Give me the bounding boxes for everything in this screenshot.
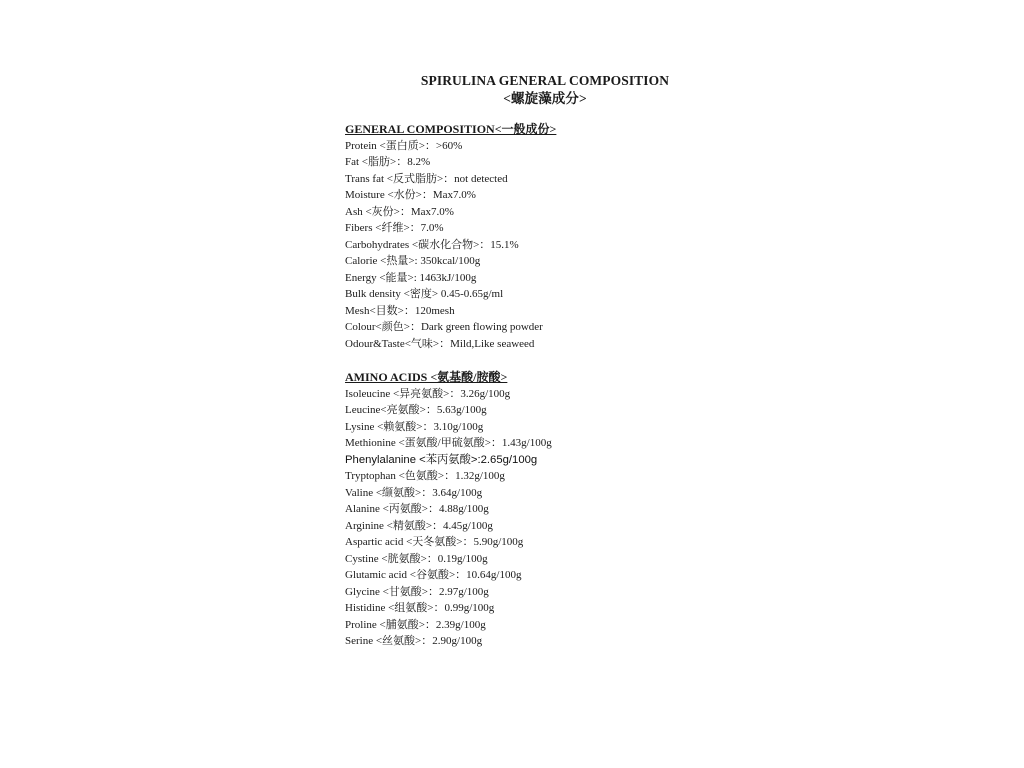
list-item: Alanine <丙氨酸>：4.88g/100g bbox=[345, 503, 489, 515]
list-item: Cystine <胱氨酸>：0.19g/100g bbox=[345, 552, 488, 565]
section-heading: GENERAL COMPOSITION<一般成份> bbox=[345, 122, 557, 136]
list-item: Fibers <纤维>：7.0% bbox=[345, 222, 444, 234]
list-item: Proline <脯氨酸>：2.39g/100g bbox=[345, 618, 486, 631]
list-item: Odour&Taste<气味>：Mild,Like seaweed bbox=[345, 337, 535, 350]
title-block bbox=[345, 72, 745, 108]
list-item: Valine <缬氨酸>：3.64g/100g bbox=[345, 486, 483, 499]
list-item: Histidine <组氨酸>：0.99g/100g bbox=[345, 602, 495, 614]
list-item: Leucine<亮氨酸>：5.63g/100g bbox=[345, 404, 487, 416]
list-item: Protein <蛋白质>：>60% bbox=[345, 139, 463, 152]
list-item: Methionine <蛋氨酸/甲硫氨酸>：1.43g/100g bbox=[345, 437, 552, 449]
list-item: Carbohydrates <碳水化合物>：15.1% bbox=[345, 238, 519, 251]
list-item: Ash <灰份>：Max7.0% bbox=[345, 205, 454, 218]
list-item: Calorie <热量>: 350kcal/100g bbox=[345, 255, 481, 267]
section-heading: AMINO ACIDS <氨基酸/胺酸> bbox=[345, 370, 508, 384]
document-subtitle: <螺旋藻成分> bbox=[503, 91, 587, 106]
list-item: Glutamic acid <谷氨酸>：10.64g/100g bbox=[345, 569, 522, 581]
list-item: Colour<颜色>：Dark green flowing powder bbox=[345, 321, 543, 333]
list-item: Glycine <甘氨酸>：2.97g/100g bbox=[345, 585, 489, 598]
list-item: Energy <能量>: 1463kJ/100g bbox=[345, 271, 477, 284]
list-item: Phenylalanine <苯丙氨酸>:2.65g/100g bbox=[345, 453, 538, 466]
list-item: Mesh<目数>：120mesh bbox=[345, 304, 455, 317]
document-title: SPIRULINA GENERAL COMPOSITION bbox=[420, 73, 670, 88]
list-item: Aspartic acid <天冬氨酸>：5.90g/100g bbox=[345, 536, 524, 548]
list-item: Fat <脂肪>：8.2% bbox=[345, 156, 431, 168]
list-item: Isoleucine <异亮氨酸>：3.26g/100g bbox=[345, 387, 511, 400]
list-item: Lysine <赖氨酸>：3.10g/100g bbox=[345, 420, 484, 433]
amino-acids-section bbox=[345, 369, 552, 650]
list-item: Tryptophan <色氨酸>：1.32g/100g bbox=[345, 470, 505, 482]
list-item: Trans fat <反式脂肪>：not detected bbox=[345, 172, 508, 185]
list-item: Bulk density <密度> 0.45-0.65g/ml bbox=[345, 288, 504, 300]
list-item: Serine <丝氨酸>：2.90g/100g bbox=[345, 635, 483, 647]
list-item: Moisture <水份>：Max7.0% bbox=[345, 189, 476, 201]
general-composition-section bbox=[345, 121, 556, 352]
list-item: Arginine <精氨酸>：4.45g/100g bbox=[345, 519, 493, 532]
general-composition-list bbox=[345, 138, 556, 353]
amino-acids-list bbox=[345, 386, 552, 650]
